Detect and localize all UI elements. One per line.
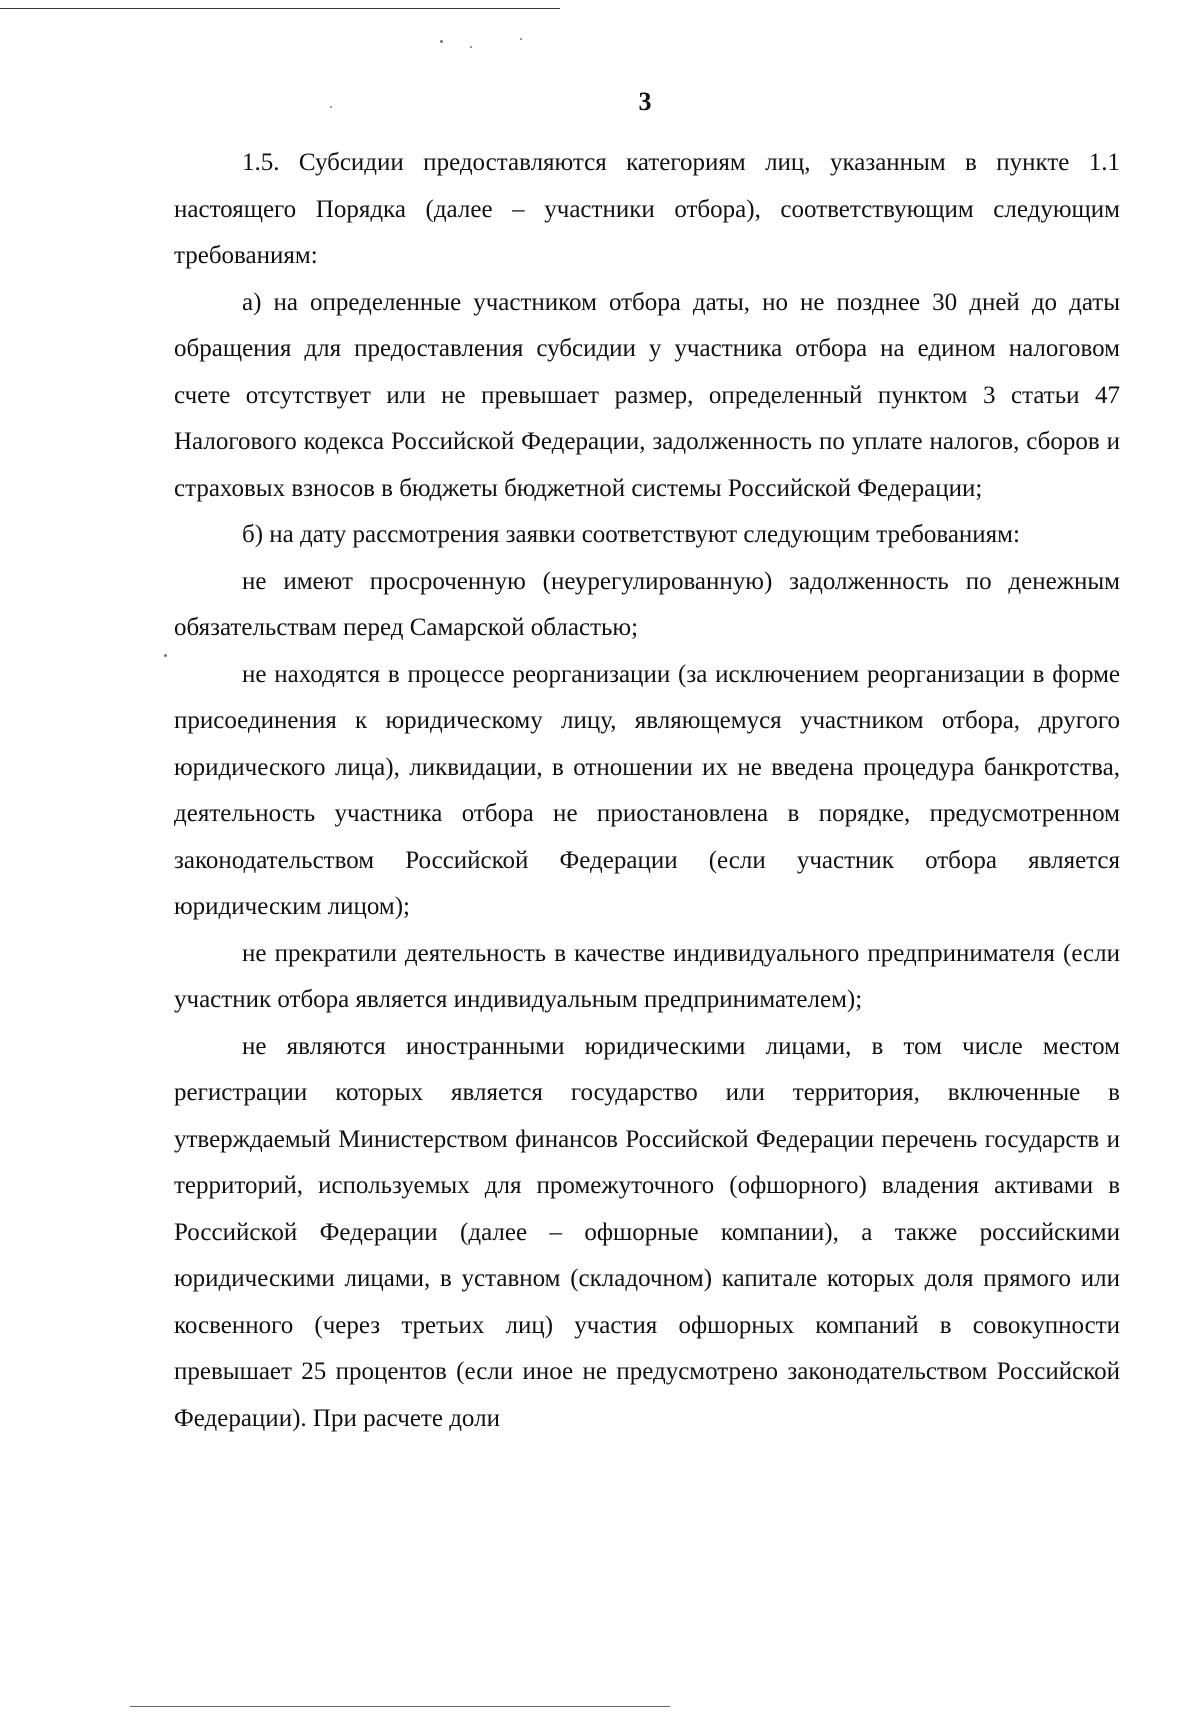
paragraph-no-overdue-debt: не имеют просроченную (неурегулированную) задолженность по денежным обязательствам перед Самарской областью; xyxy=(174,567,1120,641)
scan-speck xyxy=(470,46,472,48)
scan-speck xyxy=(164,654,167,657)
scan-bottom-edge-line xyxy=(130,1706,670,1707)
paragraph-1-5-intro: 1.5. Субсидии предоставляются категориям лиц, указанным в пункте 1.1 настоящего Порядка (далее – участники отбора), соответствующим следующим требованиям: xyxy=(174,149,1120,269)
page-number: 3 xyxy=(638,87,652,116)
scan-speck xyxy=(440,40,443,43)
scan-top-edge-line xyxy=(0,8,560,9)
paragraph-no-reorganization: не находятся в процессе реорганизации (за исключением реорганизации в форме присоединения к юридическому лицу, являющемуся участником отбора, другого юридического лица), ликвидации, в отношении их не введена процедура банкротства, деятельность участника отбора не приостановлена в порядке, предусмотренном законодательством Российской Федерации (если участник отбора является юридическим лицом); xyxy=(174,660,1120,920)
paragraph-b-requirements: б) на дату рассмотрения заявки соответствуют следующим требованиям: xyxy=(242,521,1020,548)
document-body xyxy=(174,140,1120,1442)
paragraph-a-tax-debt: а) на определенные участником отбора даты, но не позднее 30 дней до даты обращения для предоставления субсидии у участника отбора на едином налоговом счете отсутствует или не превышает размер, определенный пунктом 3 статьи 47 Налогового кодекса Российской Федерации, задолженность по уплате налогов, сборов и страховых взносов в бюджеты бюджетной системы Российской Федерации; xyxy=(174,288,1120,502)
paragraph-offshore-companies: не являются иностранными юридическими лицами, в том числе местом регистрации которых является государство или территория, включенные в утверждаемый Министерством финансов Российской Федерации перечень государств и территорий, используемых для промежуточного (офшорного) владения активами в Российской Федерации (далее – офшорные компании), а также российскими юридическими лицами, в уставном (складочном) капитале которых доля прямого или косвенного (через третьих лиц) участия офшорных компаний в совокупности превышает 25 процентов (если иное не предусмотрено законодательством Российской Федерации). При расчете доли xyxy=(174,1032,1120,1432)
scan-speck xyxy=(520,38,522,40)
paragraph-entrepreneur-activity: не прекратили деятельность в качестве индивидуального предпринимателя (если участник отбора является индивидуальным предпринимателем); xyxy=(174,939,1120,1013)
